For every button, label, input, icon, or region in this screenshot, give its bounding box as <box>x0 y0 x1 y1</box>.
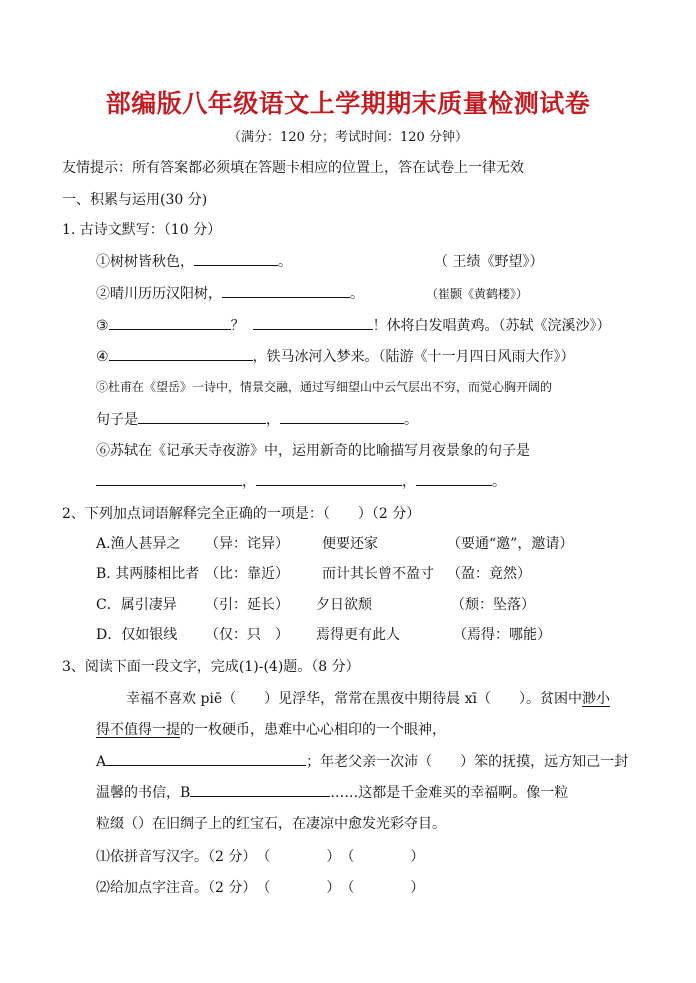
text: ！ <box>372 318 387 334</box>
q2-option-c-gloss1: （引：延长） <box>205 597 289 613</box>
text: 幸福不喜欢 piē（ ）见浮华，常常在黑夜中期待晨 xī（ ）。贫困中 <box>126 691 582 707</box>
q3-passage-line-2 <box>96 719 446 739</box>
q3-heading: 3、阅读下面一段文字，完成(1)-(4)题。（8 分） <box>62 659 360 675</box>
page-title: 部编版八年级语文上学期期末质量检测试卷 <box>105 89 591 118</box>
q3-passage-line-5: 粒缀（）在旧绸子上的红宝石，在凄凉中愈发光彩夺目。 <box>96 816 446 832</box>
q1-line-3 <box>96 315 611 335</box>
q2-option-a: A.渔人甚异之 <box>96 536 181 552</box>
text: 。 <box>492 474 506 490</box>
q2-option-d-gloss1: （仅：只 ） <box>205 627 289 643</box>
text: ， <box>266 412 280 428</box>
q2-option-b-phrase2: 而计其长曾不盈寸 <box>322 566 434 582</box>
underlined-text: 渺小 <box>582 691 610 707</box>
q2-option-a-phrase2: 便要还家 <box>322 536 378 552</box>
answer-blank[interactable] <box>109 359 253 361</box>
q1-line-1-source: （ 王绩《野望》） <box>434 254 544 270</box>
text: A <box>96 754 107 770</box>
text: ？ <box>230 318 245 334</box>
q1-line-4 <box>96 346 575 366</box>
text: ③ <box>96 318 109 334</box>
q1-line-5: ⑤杜甫在《望岳》一诗中，情景交融，通过写细望山中云气层出不穷，而觉心胸开阔的 <box>96 380 553 394</box>
q2-option-c-phrase2: 夕日欲颓 <box>316 597 372 613</box>
answer-blank[interactable] <box>222 296 350 298</box>
q1-line-6 <box>96 409 418 429</box>
q1-line-7: ⑥苏轼在《记承天寺夜游》中，运用新奇的比喻描写月夜景象的句子是 <box>96 443 530 459</box>
q3-passage-line-1 <box>126 688 610 708</box>
q3-subquestion-1: ⑴依拼音写汉字。（2 分） （ ） （ ） <box>96 849 425 865</box>
q3-subquestion-2: ⑵给加点字注音。（2 分） （ ） （ ） <box>96 880 425 896</box>
notice: 友情提示：所有答案都必须填在答题卡相应的位置上，答在试卷上一律无效 <box>62 160 524 176</box>
text: ……这都是千金难买的幸福啊。像一粒 <box>330 785 569 801</box>
text: ， <box>242 474 256 490</box>
q1-line-1 <box>96 251 292 271</box>
q2-option-d-gloss2: （焉得：哪能） <box>453 627 551 643</box>
q2-heading: 2、下列加点词语解释完全正确的一项是：（ ）（2 分） <box>62 506 421 522</box>
answer-blank-b[interactable] <box>190 795 330 797</box>
text: ，铁马冰河入梦来。（陆游《十一月四日风雨大作》） <box>252 349 575 365</box>
answer-blank[interactable] <box>256 484 402 486</box>
answer-blank[interactable] <box>194 264 278 266</box>
q2-option-d: D．仅如银线 <box>96 627 178 643</box>
answer-blank[interactable] <box>253 328 373 330</box>
text: 。 <box>404 412 418 428</box>
text: ；年老父亲一次沛（ ）笨的抚摸，远方知己一封 <box>306 754 629 770</box>
q1-heading: 1. 古诗文默写：（10 分） <box>62 222 222 238</box>
text: 。 <box>278 254 292 270</box>
q2-option-b: B. 其两膝相比者 <box>96 566 200 582</box>
answer-blank-a[interactable] <box>106 764 306 766</box>
q1-line-2 <box>96 283 364 303</box>
q2-option-d-phrase2: 焉得更有此人 <box>316 627 400 643</box>
q2-option-b-gloss2: （盈：竟然） <box>447 566 531 582</box>
q2-option-c: C．属引凄异 <box>96 597 177 613</box>
q2-option-b-gloss1: （比：靠近） <box>205 566 289 582</box>
underlined-text: 得不值得一提 <box>96 722 180 738</box>
q2-option-a-gloss2: （要通“邀”，邀请） <box>447 536 574 552</box>
q3-passage-line-3 <box>96 751 628 771</box>
text: 。 <box>350 286 364 302</box>
answer-blank[interactable] <box>416 484 492 486</box>
q2-option-a-gloss1: （异：诧异） <box>205 536 289 552</box>
text: ④ <box>96 349 109 365</box>
section-heading: 一、积累与运用(30 分) <box>62 192 208 208</box>
text: 的一枚硬币，患难中心心相印的一个眼神， <box>180 722 446 738</box>
answer-blank[interactable] <box>109 328 231 330</box>
answer-blank[interactable] <box>280 422 404 424</box>
text: 休将白发唱黄鸡。（苏轼《浣溪沙》） <box>386 318 611 334</box>
q3-passage-line-4 <box>96 782 568 802</box>
text: ①树树皆秋色， <box>96 254 194 270</box>
q1-line-2-source: （崔颢《黄鹤楼》） <box>426 287 529 301</box>
text: 句子是 <box>96 412 138 428</box>
answer-blank[interactable] <box>96 484 242 486</box>
answer-blank[interactable] <box>138 422 266 424</box>
text: ， <box>402 474 416 490</box>
q2-option-c-gloss2: （颓：坠落） <box>451 597 535 613</box>
text: 温馨的书信，B <box>96 785 191 801</box>
exam-subtitle: （满分：120 分；考试时间：120 分钟） <box>228 130 468 145</box>
text: ②晴川历历汉阳树， <box>96 286 222 302</box>
q1-line-8 <box>96 471 506 491</box>
